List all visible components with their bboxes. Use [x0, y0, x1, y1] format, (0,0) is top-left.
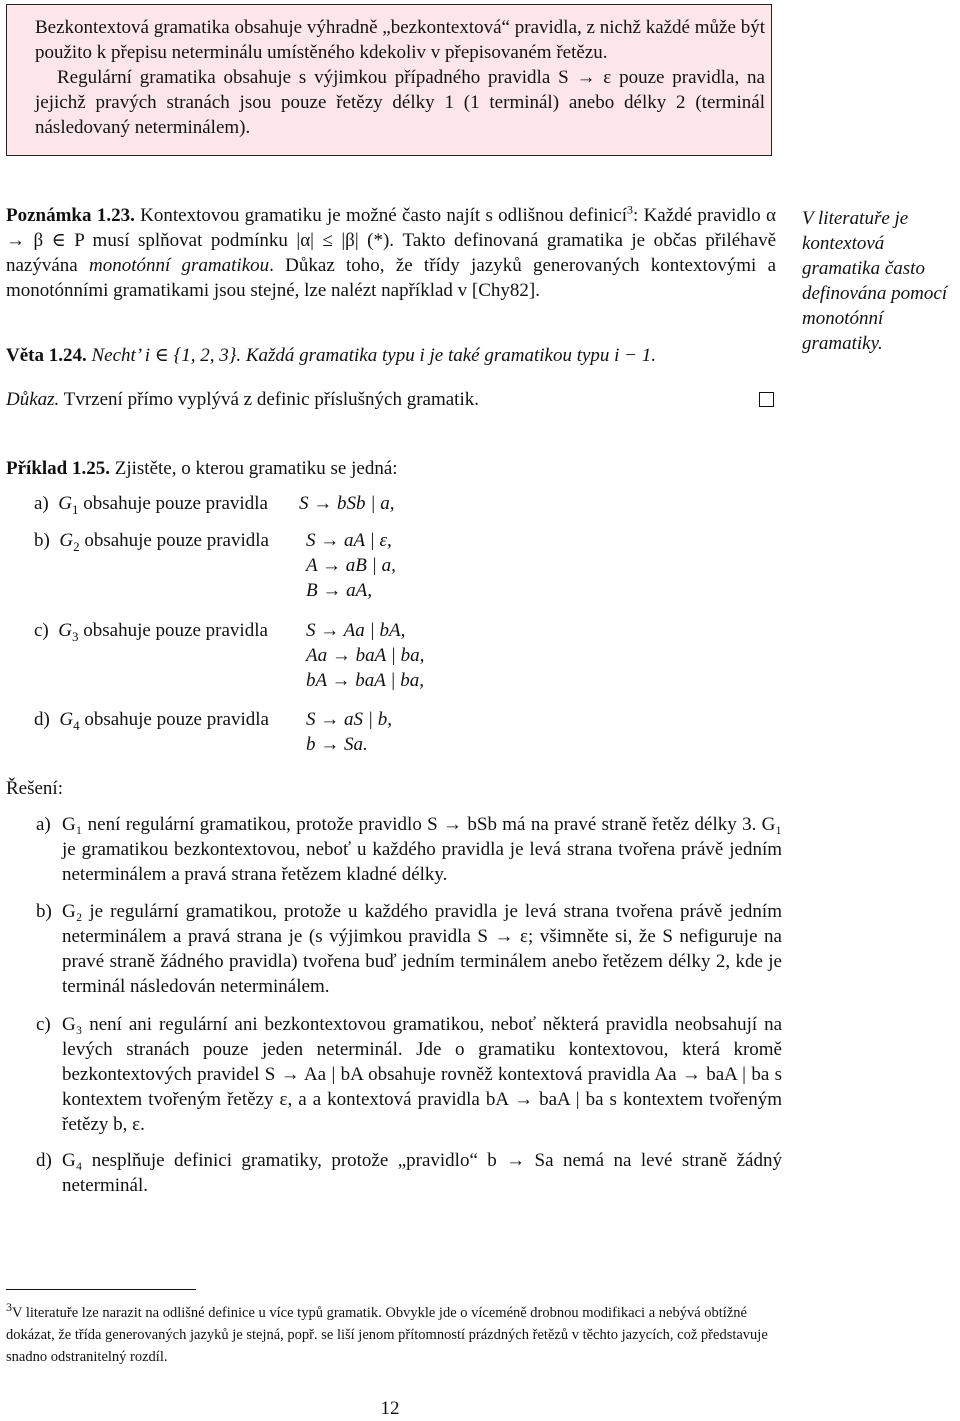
page-number: 12 — [380, 1398, 400, 1419]
item-prefix: obsahuje pouze pravidla — [84, 709, 269, 730]
theorem-block — [6, 343, 776, 368]
grammar-index: 3 — [72, 628, 79, 644]
note-text-a: Kontextovou gramatiku je možné často najít s odlišnou definicí — [140, 205, 627, 226]
rule-line: Aa → baA | ba, — [306, 645, 425, 666]
footnote — [6, 1302, 778, 1368]
rule-line: S → aS | b, — [306, 709, 392, 730]
note-paragraph — [6, 203, 776, 303]
grammar-symbol: G — [58, 620, 72, 641]
item-label: c) — [36, 1014, 51, 1035]
item-prefix: obsahuje pouze pravidla — [84, 530, 269, 551]
item-prefix: obsahuje pouze pravidla — [83, 620, 268, 641]
grammar-symbol: G — [59, 530, 74, 551]
proof-text: Tvrzení přímo vyplývá z definic příslušných gramatik. — [63, 389, 479, 410]
definition-box — [6, 4, 772, 156]
rule-line: b → Sa. — [306, 734, 368, 755]
item-label: b) — [34, 530, 50, 551]
note-heading: Poznámka 1.23. — [6, 205, 135, 226]
note-term: monotónní gramatikou — [89, 255, 270, 276]
rule-line: S → Aa | bA, — [306, 620, 406, 641]
footnote-mark: 3 — [6, 1300, 12, 1315]
item-label: a) — [34, 493, 49, 514]
item-label: d) — [36, 1150, 52, 1171]
theorem-heading: Věta 1.24. — [6, 345, 87, 366]
margin-note: V literatuře je kontextová gramatika často definována pomocí monotónní gramatiky. — [802, 208, 948, 354]
solution-text: G₁ není regulární gramatikou, protože pravidlo S → bSb má na pravé straně řetěz délky 3. G₁ je gramatikou bezkontextovou, neboť u každého pravidla je levá strana tvořena právě jedním neterminálem a pravá strana řetězem kladné délky. — [62, 814, 782, 885]
solution-text: G₄ nesplňuje definici gramatiky, protože „pravidlo“ b → Sa nemá na levé straně žádný neterminál. — [62, 1150, 782, 1196]
solution-heading: Řešení: — [6, 778, 63, 799]
footnote-ref[interactable]: 3 — [626, 202, 633, 217]
note-text-c: . Důkaz toho, že třídy jazyků generovaných kontextovými a monotónními gramatikami jsou stejné, lze nalézt například v [Chy82]. — [6, 255, 777, 301]
item-label: a) — [36, 814, 51, 835]
note-block — [6, 203, 776, 303]
solution-text: G₃ není ani regulární ani bezkontextovou gramatikou, neboť některá pravidla neobsahují na levých stranách pouze jeden neterminál. Jde o gramatiku kontextovou, která kromě bezkontextových pravidel S → Aa | bA obsahuje rovněž kontextová pravidla Aa → baA | ba s kontextem tvořeným řetězy ε, a a kontextová pravidla bA → baA | ba s kontextem tvořeným řetězy b, ε. — [62, 1014, 782, 1135]
rule-line: B → aA, — [306, 580, 372, 601]
example-heading: Příklad 1.25. — [6, 458, 110, 479]
box-paragraph-2: Regulární gramatika obsahuje s výjimkou případného pravidla S → ε pouze pravidla, na jejichž pravých stranách jsou pouze řetězy délky 1 (1 terminál) anebo délky 2 (terminál následovaný neterminálem). — [35, 67, 765, 138]
grammar-index: 2 — [73, 538, 80, 554]
footnote-text: V literatuře lze narazit na odlišné definice u více typů gramatik. Obvykle jde o víceméně drobnou modifikaci a nebývá obtížné dokázat, že třída generovaných jazyků je stejná, popř. se liší jenom přítomností prázdných řetězů v těchto jazycích, což představuje snadno odstranitelný rozdíl. — [6, 1305, 768, 1365]
grammar-symbol: G — [58, 493, 72, 514]
grammar-index: 1 — [72, 501, 79, 517]
grammar-index: 4 — [73, 717, 80, 733]
proof-heading: Důkaz. — [6, 389, 60, 410]
rule-line: S → aA | ε, — [306, 530, 392, 551]
item-label: c) — [34, 620, 49, 641]
item-prefix: obsahuje pouze pravidla — [83, 493, 268, 514]
proof-paragraph — [6, 387, 776, 412]
theorem-text: Necht’ i ∈ {1, 2, 3}. Každá gramatika typu i je také gramatikou typu i − 1. — [91, 345, 657, 366]
proof-block — [6, 387, 776, 412]
note-text-b: : Každé pravidlo α → β ∈ P musí splňovat podmínku |α| ≤ |β| (*). Takto definovaná gramatika je občas přiléhavě nazývána — [6, 205, 777, 276]
grammar-symbol: G — [59, 709, 74, 730]
example-paragraph — [6, 456, 776, 481]
box-paragraph-1: Bezkontextová gramatika obsahuje výhradně „bezkontextová“ pravidla, z nichž každé může být použito k přepisu neterminálu umístěného kdekoliv v přepisovaném řetězu. — [35, 17, 765, 63]
rule-line: S → bSb | a, — [299, 493, 395, 514]
example-item-b — [34, 528, 269, 553]
example-text: Zjistěte, o kterou gramatiku se jedná: — [114, 458, 398, 479]
solution-text: G₂ je regulární gramatikou, protože u každého pravidla je levá strana tvořena právě jedním neterminálem a pravá strana je (s výjimkou pravidla S → ε; všimněte si, že S nefiguruje na pravé straně žádného pravidla) tvořena buď jedním terminálem anebo řetězem délky 2, kde je terminál následován neterminálem. — [62, 901, 782, 997]
item-label: b) — [36, 901, 52, 922]
example-block — [6, 456, 776, 481]
rule-line: A → aB | a, — [306, 555, 396, 576]
item-label: d) — [34, 709, 50, 730]
example-item-c — [34, 618, 268, 643]
example-item-a — [34, 491, 268, 516]
theorem-paragraph — [6, 343, 776, 368]
rule-line: bA → baA | ba, — [306, 670, 424, 691]
example-item-d — [34, 707, 269, 732]
footnote-rule — [6, 1289, 196, 1290]
qed-square-icon — [759, 392, 774, 407]
